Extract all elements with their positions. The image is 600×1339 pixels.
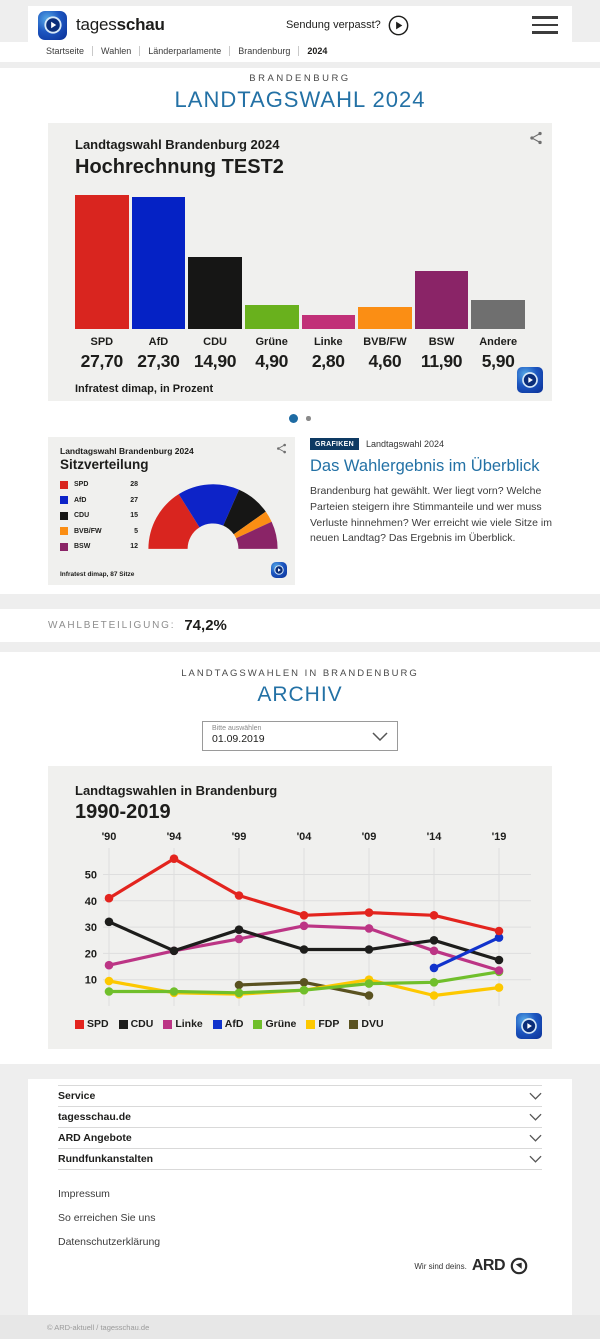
teaser-article — [310, 437, 552, 585]
svg-text:10: 10 — [84, 974, 97, 987]
svg-text:'94: '94 — [166, 831, 182, 843]
bar-label-BSW: BSW 11,90 — [420, 336, 463, 371]
archive-title: ARCHIV — [257, 683, 343, 706]
legend-Linke: Linke — [163, 1018, 202, 1030]
seat-distribution-chart — [144, 479, 282, 551]
bar-chart-labels — [75, 329, 525, 372]
election-section — [0, 68, 600, 594]
history-card-title: 1990-2019 — [75, 801, 171, 823]
chevron-down-icon — [529, 1134, 542, 1142]
accordion-ard-angebote[interactable]: ARD Angebote — [58, 1128, 542, 1149]
ard-circle-icon — [510, 1257, 528, 1275]
page-title: LANDTAGSWAHL 2024 — [174, 87, 426, 112]
play-icon[interactable] — [388, 15, 409, 36]
ard-logo-icon — [271, 562, 287, 578]
teaser-title-link[interactable]: Das Wahlergebnis im Überblick — [310, 457, 540, 475]
bar-Grüne — [245, 195, 299, 329]
legend-CDU: CDU — [119, 1018, 154, 1030]
link-impressum[interactable]: Impressum — [58, 1188, 110, 1200]
legend-SPD: SPD — [75, 1018, 109, 1030]
svg-text:'99: '99 — [231, 831, 247, 843]
accordion-tagesschau-de[interactable]: tagesschau.de — [58, 1107, 542, 1128]
seat-legend-CDU: CDU 15 — [60, 508, 144, 524]
copyright-bar — [0, 1315, 600, 1339]
grafiken-badge: GRAFIKEN — [310, 438, 359, 450]
bar-label-Grüne: Grüne 4,90 — [255, 336, 289, 371]
chevron-down-icon — [529, 1155, 542, 1163]
ard-logo-icon — [517, 367, 543, 393]
svg-text:'04: '04 — [296, 831, 312, 843]
svg-text:'14: '14 — [426, 831, 442, 843]
seat-legend-BSW: BSW 12 — [60, 539, 144, 555]
bar-BVB/FW — [358, 195, 412, 329]
seats-card-subtitle: Landtagswahl Brandenburg 2024 — [60, 446, 194, 456]
legend-DVU: DVU — [349, 1018, 383, 1030]
share-icon[interactable] — [529, 131, 543, 145]
seat-legend-AfD: AfD 27 — [60, 493, 144, 509]
share-icon[interactable] — [276, 443, 287, 454]
accordion-service[interactable]: Service — [58, 1086, 542, 1107]
legend-AfD: AfD — [213, 1018, 244, 1030]
bar-chart — [75, 195, 525, 329]
header — [28, 6, 572, 42]
ard-brand-text: ARD — [471, 1257, 505, 1274]
turnout-value: 74,2% — [184, 617, 227, 634]
accordion-rundfunkanstalten[interactable]: Rundfunkanstalten — [58, 1149, 542, 1170]
breadcrumb-startseite[interactable]: Startseite — [38, 46, 93, 56]
bar-Linke — [302, 195, 356, 329]
ard-claim-text: Wir sind deins. — [414, 1261, 467, 1271]
footer-accordion — [58, 1085, 542, 1170]
breadcrumb — [0, 42, 600, 62]
hero-kicker: BRANDENBURG — [249, 73, 351, 84]
breadcrumb-brandenburg[interactable]: Brandenburg — [230, 46, 299, 56]
copyright-text: © ARD-aktuell / tagesschau.de — [47, 1322, 150, 1332]
globe-icon — [42, 14, 64, 36]
seat-legend-SPD: SPD 28 — [60, 477, 144, 493]
bar-label-Linke: Linke 2,80 — [311, 336, 345, 371]
seats-source: Infratest dimap, 87 Sitze — [60, 571, 135, 578]
archive-kicker: LANDTAGSWAHLEN IN BRANDENBURG — [181, 668, 419, 679]
history-card-subtitle: Landtagswahlen in Brandenburg — [75, 783, 278, 798]
link-datenschutz[interactable]: Datenschutzerklärung — [58, 1236, 161, 1248]
footer — [28, 1079, 572, 1315]
seats-card-title: Sitzverteilung — [60, 457, 149, 472]
bar-label-SPD: SPD 27,70 — [80, 336, 123, 371]
breadcrumb-laenderparlamente[interactable]: Länderparlamente — [140, 46, 230, 56]
missed-show-button[interactable] — [286, 15, 409, 36]
svg-text:'90: '90 — [101, 831, 117, 843]
carousel-dot[interactable] — [306, 416, 311, 421]
history-line-chart — [61, 828, 539, 1016]
select-label: Bitte auswählen — [212, 725, 262, 732]
breadcrumb-2024[interactable]: 2024 — [307, 46, 328, 56]
results-card-subtitle: Landtagswahl Brandenburg 2024 — [75, 137, 280, 152]
ard-brand-logo[interactable] — [414, 1257, 528, 1275]
svg-text:'19: '19 — [491, 831, 507, 843]
bar-label-CDU: CDU 14,90 — [193, 336, 237, 371]
seats-card — [48, 437, 295, 585]
chevron-down-icon[interactable] — [372, 732, 388, 741]
bar-BSW — [415, 195, 469, 329]
bar-Andere — [471, 195, 525, 329]
archive-section — [0, 652, 600, 1064]
bar-SPD — [75, 195, 129, 329]
teaser-text: Brandenburg hat gewählt. Wer liegt vorn? Welche Parteien steigern ihre Stimmanteile und wer muss Verluste hinnehmen? Wer erreicht wie viele Sitze im neuen Landtag? Das Ergebnis im Überblick. — [310, 485, 552, 545]
archive-date-select[interactable] — [202, 721, 398, 751]
bar-CDU — [188, 195, 242, 329]
breadcrumb-wahlen[interactable]: Wahlen — [93, 46, 140, 56]
logo-wordmark: tagesschau — [76, 15, 165, 34]
menu-icon[interactable] — [530, 12, 560, 38]
turnout-label: WAHLBETEILIGUNG: — [48, 620, 176, 631]
tagesschau-logo-icon — [38, 11, 67, 40]
carousel-dot-active[interactable] — [289, 414, 298, 423]
teaser-kicker: Landtagswahl 2024 — [365, 439, 445, 449]
svg-text:20: 20 — [84, 948, 97, 961]
seats-legend — [60, 477, 144, 555]
bar-label-AfD: AfD 27,30 — [137, 336, 180, 371]
results-source: Infratest dimap, in Prozent — [75, 383, 214, 395]
svg-text:'09: '09 — [361, 831, 377, 843]
svg-text:40: 40 — [84, 895, 97, 908]
svg-text:50: 50 — [84, 869, 97, 882]
carousel-dots — [0, 414, 600, 423]
missed-show-label: Sendung verpasst? — [285, 19, 381, 31]
link-kontakt[interactable]: So erreichen Sie uns — [58, 1212, 156, 1224]
history-card — [48, 766, 552, 1049]
ard-logo-icon — [516, 1013, 542, 1039]
results-card — [48, 123, 552, 401]
legend-FDP: FDP — [306, 1018, 339, 1030]
turnout-bar — [0, 609, 600, 642]
tagesschau-logo[interactable] — [38, 11, 165, 40]
seat-legend-BVB/FW: BVB/FW 5 — [60, 524, 144, 540]
results-card-title: Hochrechnung TEST2 — [75, 156, 284, 178]
bar-AfD — [132, 195, 186, 329]
chevron-down-icon — [529, 1092, 542, 1100]
select-value: 01.09.2019 — [212, 733, 265, 745]
legend-Grüne: Grüne — [253, 1018, 296, 1030]
svg-text:30: 30 — [84, 922, 97, 935]
chevron-down-icon — [529, 1113, 542, 1121]
history-legend — [75, 1018, 539, 1030]
bar-label-Andere: Andere 5,90 — [479, 336, 518, 371]
bar-label-BVB/FW: BVB/FW 4,60 — [363, 336, 407, 371]
